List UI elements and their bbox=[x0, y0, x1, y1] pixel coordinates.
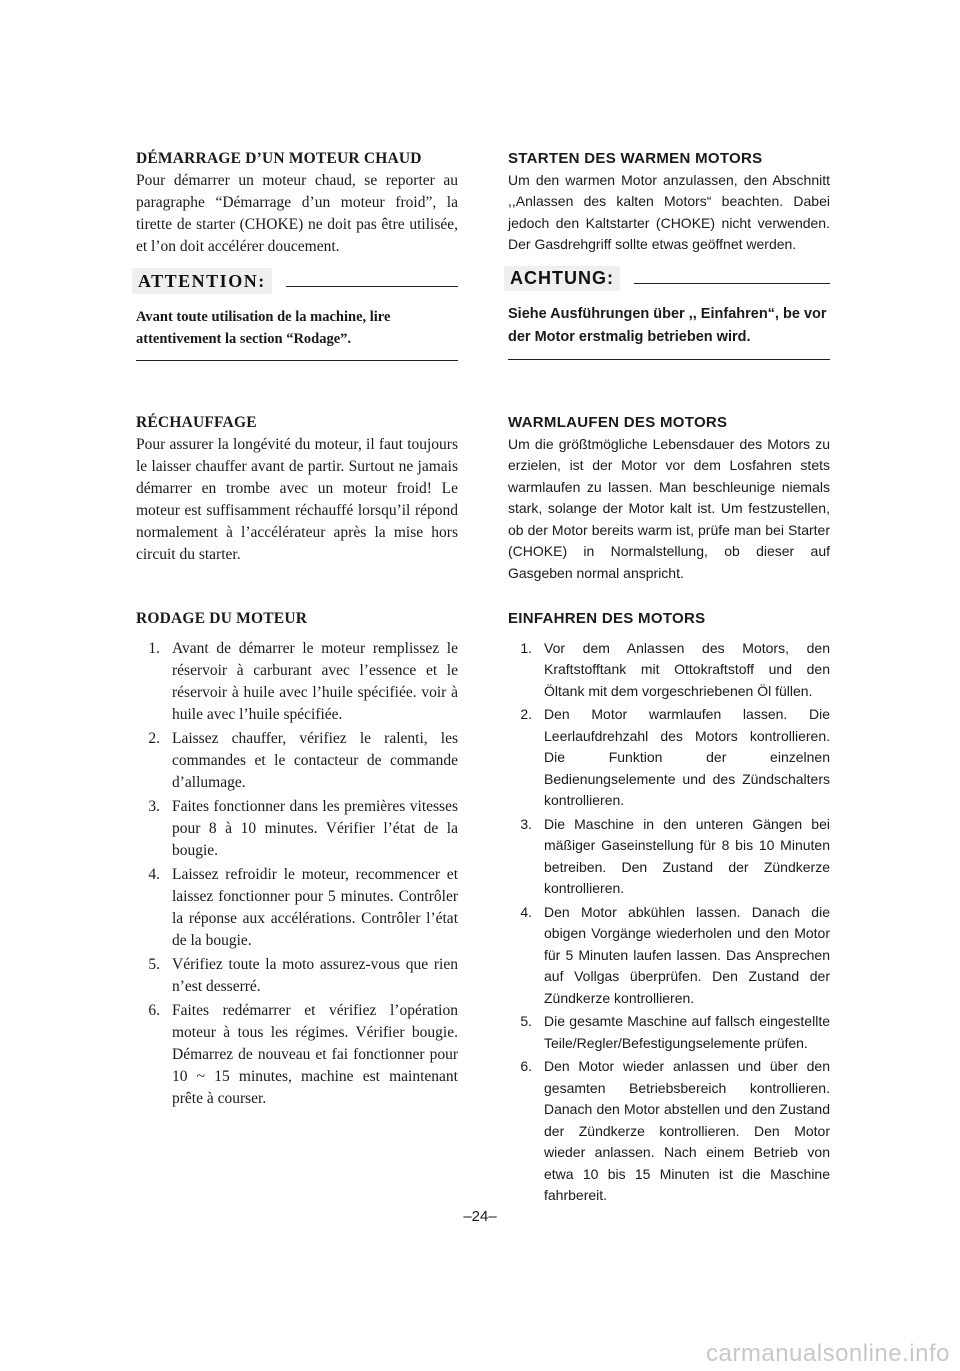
fr-warm-start-text: Pour démarrer un moteur chaud, se reporter au paragraphe “Démarrage d’un moteur froid”, la tirette de starter (CHOKE) ne doit pas être utilisée, et l’on doit accélérer doucement. bbox=[136, 172, 458, 255]
list-item bbox=[508, 1011, 830, 1054]
step-number: 2. bbox=[520, 706, 532, 722]
de-attention-text: Siehe Ausführungen über ,, Einfahren“, be vor der Motor erstmalig betrieben wird. bbox=[508, 306, 827, 345]
fr-warmup-text: Pour assurer la longévité du moteur, il faut toujours le laisser chauffer avant de partir. Surtout ne jamais démarrer en trombe avec un moteur froid! Le moteur est suffisamment réchauffé lorsqu’il répond normalement à l’accélérateur après la mise hors circuit du starter. bbox=[136, 436, 458, 563]
list-item bbox=[136, 796, 458, 862]
fr-attention-line bbox=[286, 286, 458, 287]
fr-warm-start-title: DÉMARRAGE D’UN MOTEUR CHAUD bbox=[136, 150, 422, 167]
fr-warm-start-section bbox=[136, 148, 458, 258]
step-text: Den Motor wieder anlassen und über den gesamten Betriebsbereich kontrollieren. Danach den Motor abstellen und den Zustand der Zündkerze kontrollieren. Den Motor wieder anlassen. Nach einem Betrieb von etwa 10 bis 15 Minuten ist die Maschine fahrbereit. bbox=[544, 1058, 830, 1203]
de-breakin-title: EINFAHREN DES MOTORS bbox=[508, 610, 706, 627]
de-attention-box bbox=[508, 266, 830, 361]
step-number: 2. bbox=[148, 730, 160, 747]
step-text: Vérifiez toute la moto assurez-vous que rien n’est desserré. bbox=[172, 956, 458, 995]
list-item bbox=[136, 954, 458, 998]
de-attention-line bbox=[634, 283, 830, 284]
step-number: 4. bbox=[520, 903, 532, 920]
german-column bbox=[508, 148, 830, 360]
de-breakin-section bbox=[508, 608, 830, 1209]
watermark: carmanualsonline.info bbox=[706, 1340, 950, 1367]
step-text: Faites fonctionner dans les premières vitesses pour 8 à 10 minutes. Vérifier l’état de la bougie. bbox=[172, 798, 458, 859]
list-item bbox=[136, 864, 458, 952]
step-number: 1. bbox=[520, 639, 532, 656]
list-item bbox=[508, 902, 830, 1010]
step-text: Laissez chauffer, vérifiez le ralenti, les commandes et le contacteur de commande d’allumage. bbox=[172, 730, 458, 791]
step-number: 5. bbox=[148, 956, 160, 973]
list-item bbox=[508, 1056, 830, 1207]
fr-warmup-title: RÉCHAUFFAGE bbox=[136, 414, 257, 431]
list-item bbox=[136, 728, 458, 794]
step-text: Faites redémarrer et vérifiez l’opération moteur à tous les régimes. Vérifier bougie. Démarrez de nouveau et fai fonctionner pour 10 ~ 15 minutes, machine est maintenant prête à courser. bbox=[172, 1002, 458, 1107]
step-text: Den Motor warmlaufen lassen. Die Leerlaufdrehzahl des Motors kontrollieren. Die Funktion der einzelnen Bedienungselemente und des Zündschalters kontrollieren. bbox=[544, 706, 830, 808]
step-number: 6. bbox=[148, 1002, 160, 1019]
step-number: 3. bbox=[520, 815, 532, 832]
step-text: Vor dem Anlassen des Motors, den Kraftstofftank mit Ottokraftstoff und den Öltank mit dem vorgeschriebenen Öl füllen. bbox=[544, 639, 830, 699]
step-number: 3. bbox=[148, 798, 160, 815]
french-column bbox=[136, 148, 458, 361]
step-text: Den Motor abkühlen lassen. Danach die obigen Vorgänge wiederholen und den Motor für 5 Minuten laufen lassen. Das Ansprechen auf Vollgas überprüfen. Den Zustand der Zündkerze kontrollieren. bbox=[544, 903, 830, 1006]
de-attention-label: ACHTUNG: bbox=[504, 266, 620, 292]
step-text: Laissez refroidir le moteur, recommencer et laissez fonctionner pour 5 minutes. Contrôler la réponse aux accélérations. Contrôler l’état de la bougie. bbox=[172, 866, 458, 949]
step-number: 5. bbox=[520, 1013, 532, 1029]
fr-attention-text: Avant toute utilisation de la machine, lire attentivement la section “Rodage”. bbox=[136, 309, 391, 347]
de-attention-rule bbox=[508, 359, 830, 360]
step-text: Die Maschine in den unteren Gängen bei mäßiger Gaseinstellung für 8 bis 10 Minuten betreiben. Den Zustand der Zündkerze kontrollieren. bbox=[544, 815, 830, 896]
step-number: 4. bbox=[148, 866, 160, 883]
de-warmup-text: Um die größtmögliche Lebensdauer des Motors zu erzielen, ist der Motor vor dem Losfahren stets warmlaufen zu lassen. Man beschleunige niemals stark, solange der Motor kalt ist. Um festzustellen, ob der Motor bereits warm ist, prüfe man bei Starter (CHOKE) in Normalstellung, ob dieser auf Gasgeben normal anspricht. bbox=[508, 435, 830, 581]
step-number: 6. bbox=[520, 1058, 532, 1074]
list-item bbox=[136, 1000, 458, 1110]
step-number: 1. bbox=[148, 640, 160, 657]
de-warmup-section bbox=[508, 412, 830, 584]
step-text: Avant de démarrer le moteur remplissez le réservoir à carburant avec l’essence et le réservoir à huile avec l’huile spécifiée. voir à huile avec l’huile spécifiée. bbox=[172, 640, 458, 723]
de-breakin-steps bbox=[508, 638, 830, 1207]
fr-breakin-title: RODAGE DU MOTEUR bbox=[136, 610, 308, 627]
list-item bbox=[508, 704, 830, 812]
fr-breakin-section bbox=[136, 608, 458, 1112]
fr-attention-label: ATTENTION: bbox=[132, 268, 272, 294]
de-warmup-title: WARMLAUFEN DES MOTORS bbox=[508, 414, 728, 431]
fr-attention-rule bbox=[136, 360, 458, 361]
de-warm-start-title: STARTEN DES WARMEN MOTORS bbox=[508, 150, 763, 167]
fr-breakin-steps bbox=[136, 638, 458, 1110]
page-number: –24– bbox=[463, 1208, 497, 1225]
de-warm-start-section bbox=[508, 148, 830, 256]
fr-warmup-section bbox=[136, 412, 458, 566]
list-item bbox=[508, 814, 830, 900]
list-item bbox=[136, 638, 458, 726]
list-item bbox=[508, 638, 830, 703]
fr-attention-box bbox=[136, 268, 458, 361]
step-text: Die gesamte Maschine auf fallsch eingestellte Teile/Regler/Befestigungselemente prüfen. bbox=[544, 1013, 830, 1051]
de-warm-start-text: Um den warmen Motor anzulassen, den Abschnitt ,,Anlassen des kalten Motors“ beachten. Dabei jedoch den Kaltstarter (CHOKE) nicht verwenden. Der Gasdrehgriff sollte etwas geöffnet werden. bbox=[508, 171, 830, 252]
